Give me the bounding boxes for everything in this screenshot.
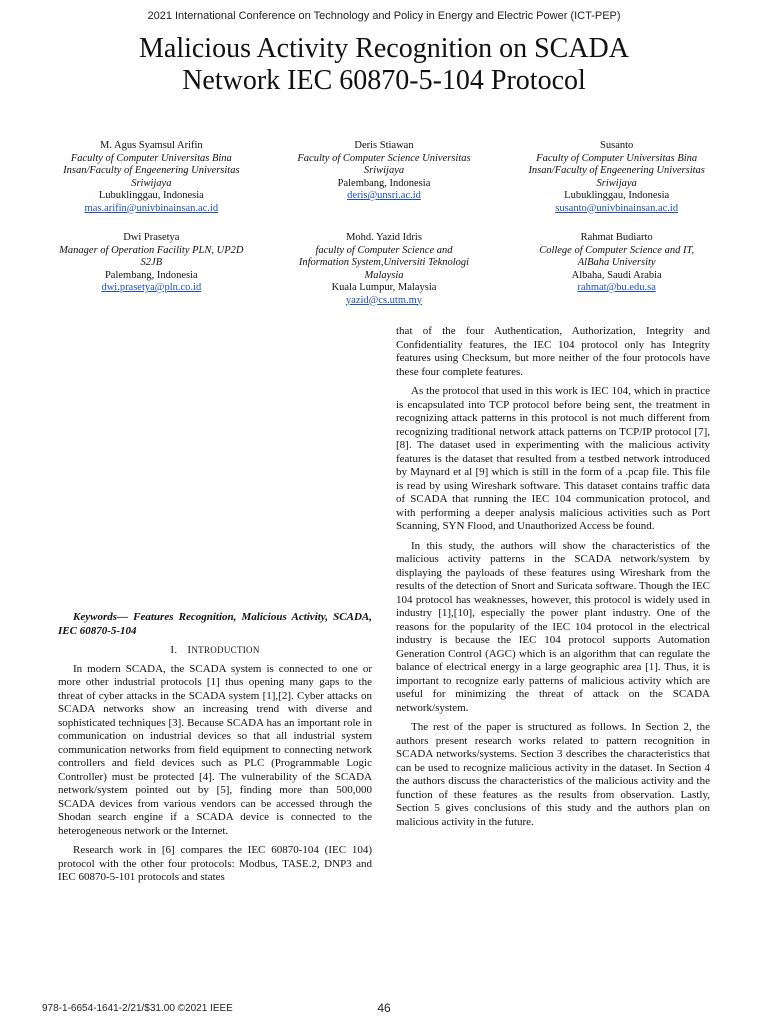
author-affiliation-line: Malaysia bbox=[364, 269, 404, 281]
author-location: Kuala Lumpur, Malaysia bbox=[331, 282, 437, 293]
paragraph: In modern SCADA, the SCADA system is connected to one or more other industrial protocols [1] thus opening many gaps to the threat of cyber attacks in the SCADA system [1],[2]. Cyber attacks on SCADA networks show an increasing trend with diverse and sophisticated techniques [3]. Because SCADA has an important role in communication on industrial devices so that all industrial system communication networks from field equipment to connecting network controllers and field devices such as PLC (Programmable Logic Controller) must be protected [4]. The vulnerability of the SCADA network/system pointed out by [5], finding more than 500,000 SCADA devices from various vendors can be accessed through the Shodan search engine if a SCADA device is connected to the heterogeneous network or the Internet. bbox=[58, 662, 372, 837]
author-affiliation-line: S2JB bbox=[140, 257, 163, 268]
author-affiliation-line: Insan/Faculty of Engeenering Universitas bbox=[63, 165, 240, 176]
paragraph: The rest of the paper is structured as follows. In Section 2, the authors present research works related to pattern recognition in SCADA networks/systems. Section 3 describes the characteristics that can be used to recognize malicious activity in the dataset. In Section 4 the authors discuss the characteristics of the malicious activity and the function of these features as the results from observation. Lastly, Section 5 gives conclusions of this study and the authors plan on malicious activity in the future. bbox=[396, 721, 710, 828]
author-affiliation-line: Sriwijaya bbox=[363, 165, 405, 176]
section-number: I. bbox=[170, 644, 178, 656]
conference-header: 2021 International Conference on Technology and Policy in Energy and Electric Power (ICT-PEP) bbox=[147, 10, 621, 22]
author-email-link[interactable]: deris@unsri.ac.id bbox=[347, 190, 421, 201]
author-affiliation-line: Faculty of Computer Science Universitas bbox=[297, 152, 471, 164]
paragraph: In this study, the authors will show the characteristics of the malicious activity patterns in the SCADA network/system by displaying the payloads of these features using Wireshark from the results of the detection of Snort and Suricata software. Though the IEC 104 protocol has weaknesses, however, this protocol is widely used in industry [1],[10], especially the power plant industry. One of the reasons for the popularity of the IEC 104 protocol in the electrical industry is because the IEC 104 protocol supports Automation Generation Control (AGC) which is an algorithm that can regulate the balance of electrical energy in a large geographic area [1]. Thus, it is important to recognize early patterns of malicious activity which are useful for minimizing the threat of attack on the SCADA network/system. bbox=[396, 539, 710, 714]
author-location: Lubuklinggau, Indonesia bbox=[564, 190, 670, 201]
author-affiliation-line: Faculty of Computer Universitas Bina bbox=[70, 152, 232, 164]
paragraph: that of the four Authentication, Authorization, Integrity and Confidentiality features, the IEC 104 protocol only has Integrity features using Checksum, but more neither of the four protocols have these four complete features. bbox=[396, 325, 710, 378]
author-block bbox=[507, 232, 726, 307]
author-block bbox=[275, 140, 494, 215]
author-block bbox=[42, 140, 261, 215]
author-location: Lubuklinggau, Indonesia bbox=[98, 190, 204, 201]
author-affiliation-line: Manager of Operation Facility PLN, UP2D bbox=[59, 244, 244, 256]
author-row-1 bbox=[42, 140, 726, 215]
author-row-2 bbox=[42, 232, 726, 307]
author-affiliation-line: Sriwijaya bbox=[596, 177, 637, 189]
title-line-1: Malicious Activity Recognition on SCADA bbox=[139, 33, 629, 64]
author-block bbox=[275, 232, 494, 307]
author-name: M. Agus Syamsul Arifin bbox=[99, 140, 203, 151]
author-name: Deris Stiawan bbox=[354, 140, 414, 151]
author-affiliation-line: Sriwijaya bbox=[131, 177, 172, 189]
author-affiliation-line: Information System,Universiti Teknologi bbox=[298, 257, 470, 268]
author-block bbox=[507, 140, 726, 215]
author-email-link[interactable]: rahmat@bu.edu.sa bbox=[577, 282, 656, 293]
section-title-rest: NTRODUCTION bbox=[191, 645, 260, 655]
section-title-initial: I bbox=[187, 644, 192, 656]
author-email-link[interactable]: yazid@cs.utm.my bbox=[345, 294, 423, 306]
author-affiliation-line: Faculty of Computer Universitas Bina bbox=[536, 152, 698, 164]
left-column bbox=[58, 611, 372, 891]
keywords: Keywords— Features Recognition, Malicious Activity, SCADA, IEC 60870-5-104 bbox=[58, 611, 372, 637]
author-location: Albaha, Saudi Arabia bbox=[571, 269, 662, 281]
author-email-link[interactable]: mas.arifin@univbinainsan.ac.id bbox=[84, 202, 219, 214]
author-email-link[interactable]: dwi.prasetya@pln.co.id bbox=[101, 282, 202, 293]
author-affiliation-line: Insan/Faculty of Engeenering Universitas bbox=[528, 165, 705, 176]
footer-isbn: 978-1-6654-1641-2/21/$31.00 ©2021 IEEE bbox=[42, 1003, 233, 1014]
right-column bbox=[396, 325, 710, 835]
author-block bbox=[42, 232, 261, 307]
section-heading-introduction bbox=[58, 644, 372, 658]
paragraph: As the protocol that used in this work is IEC 104, which in practice is encapsulated into TCP protocol before being sent, the treatment in recognizing attack patterns in this protocol is not much different from recognizing traditional network attack patterns on TCP/IP protocol [7],[8]. The dataset used in experimenting with the malicious activity features is the dataset that resulted from a testbed network introduced by Maynard et al [9] which is still in the form of a .pcap file. This file is read by using Wireshark software. This dataset contains traffic data of SCADA that running the IEC 104 communication protocol, and with performing a deeper analysis malicious activities such as Port Scanning, SYN Flood, and Unauthorized Access be found. bbox=[396, 385, 710, 532]
author-location: Palembang, Indonesia bbox=[337, 177, 431, 189]
author-affiliation-line: faculty of Computer Science and bbox=[315, 244, 453, 256]
author-location: Palembang, Indonesia bbox=[104, 269, 198, 281]
author-name: Susanto bbox=[600, 140, 634, 151]
author-affiliation-line: AlBaha University bbox=[577, 257, 656, 268]
author-email-link[interactable]: susanto@univbinainsan.ac.id bbox=[555, 202, 679, 214]
author-name: Rahmat Budiarto bbox=[580, 232, 653, 243]
author-affiliation-line: College of Computer Science and IT, bbox=[539, 244, 695, 256]
paragraph: Research work in [6] compares the IEC 60870-104 (IEC 104) protocol with the other four protocols: Modbus, TASE.2, DNP3 and IEC 60870-5-101 protocols and states bbox=[58, 844, 372, 883]
author-name: Dwi Prasetya bbox=[123, 232, 180, 243]
page-number: 46 bbox=[377, 1001, 391, 1015]
paper-title bbox=[40, 33, 728, 97]
title-line-2: Network IEC 60870-5-104 Protocol bbox=[182, 65, 586, 96]
author-name: Mohd. Yazid Idris bbox=[346, 232, 422, 243]
